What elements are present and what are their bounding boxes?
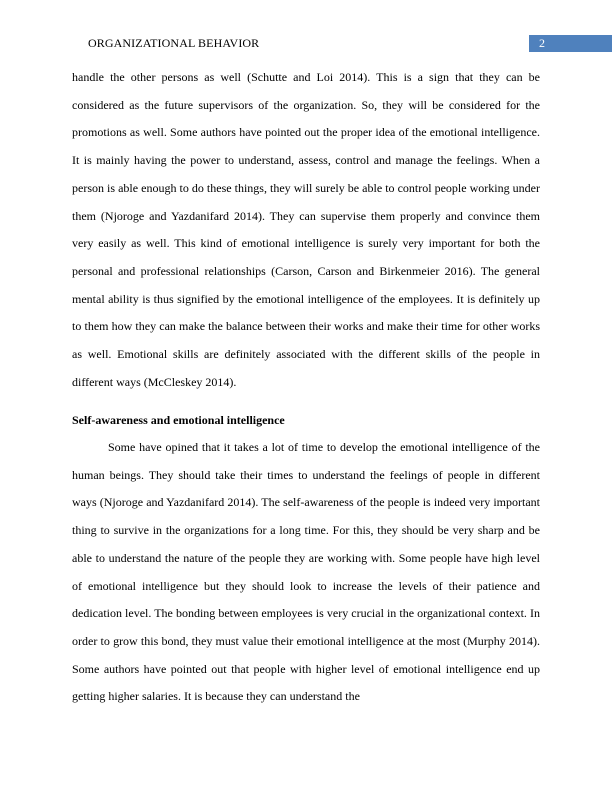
body-paragraph-2: Some have opined that it takes a lot of time to develop the emotional intelligence of the human beings. They should take their times to understand the feelings of people in different ways (Njoroge and Yazdanifard 2014). The self-awareness of the people is indeed very important thing to survive in the organizations for a long time. For this, they should be very sharp and be able to understand the nature of the people they are working with. Some people have high level of emotional intelligence but they should look to increase the levels of their patience and dedication level. The bonding between employees is very crucial in the organizational context. In order to grow this bond, they must value their emotional intelligence at the most (Murphy 2014). Some authors have pointed out that people with higher level of emotional intelligence end up getting higher salaries. It is because they can understand the bbox=[72, 440, 540, 704]
page-number-badge: 2 bbox=[529, 35, 612, 52]
section-heading: Self-awareness and emotional intelligence bbox=[72, 413, 285, 427]
running-header-title: ORGANIZATIONAL BEHAVIOR bbox=[88, 36, 260, 50]
body-paragraph-1: handle the other persons as well (Schutte and Loi 2014). This is a sign that they can be considered as the future supervisors of the organization. So, they will be considered for the promotions as well. Some authors have pointed out the proper idea of the emotional intelligence. It is mainly having the power to understand, assess, control and manage the feelings. When a person is able enough to do these things, they will surely be able to control people working under them (Njoroge and Yazdanifard 2014). They can supervise them properly and convince them very easily as well. This kind of emotional intelligence is surely very important for both the personal and professional relationships (Carson, Carson and Birkenmeier 2016). The general mental ability is thus signified by the emotional intelligence of the employees. It is definitely up to them how they can make the balance between their works and make their time for other works as well. Emotional skills are definitely associated with the different skills of the people in different ways (McCleskey 2014). bbox=[72, 70, 540, 389]
